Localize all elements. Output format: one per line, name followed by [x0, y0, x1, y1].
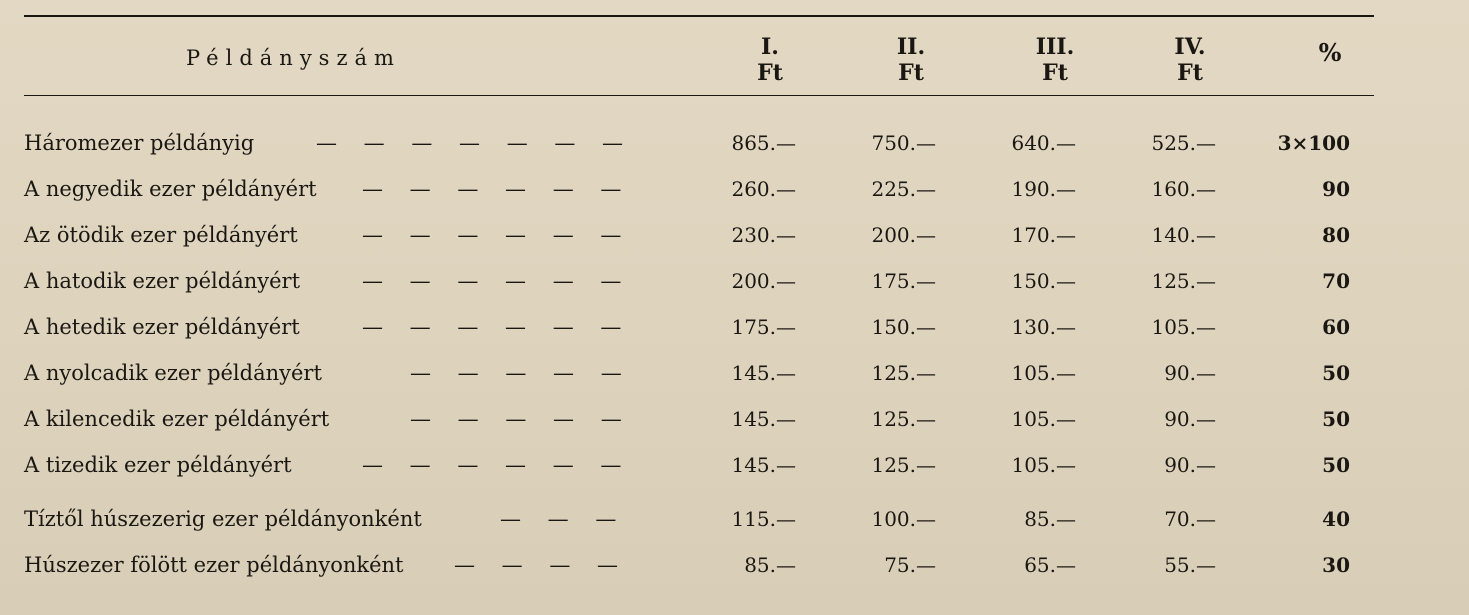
column-header-1-unit: Ft	[757, 60, 783, 86]
column-header-3-roman: III.	[1035, 34, 1075, 60]
column-header-2-roman: II.	[896, 34, 926, 60]
price-1: 145.—	[731, 407, 796, 431]
price-4: 55.—	[1164, 553, 1216, 577]
price-1: 115.—	[731, 507, 796, 531]
column-header-3	[1020, 34, 1090, 86]
price-3: 85.—	[1024, 507, 1076, 531]
column-header-1-roman: I.	[761, 34, 779, 60]
price-2: 100.—	[871, 507, 936, 531]
table-row	[0, 350, 1469, 396]
table-row	[0, 442, 1469, 488]
price-1: 865.—	[731, 131, 796, 155]
percent: 50	[1322, 361, 1350, 385]
percent: 30	[1322, 553, 1350, 577]
price-3: 130.—	[1011, 315, 1076, 339]
percent: 50	[1322, 407, 1350, 431]
table-row	[0, 258, 1469, 304]
table-row	[0, 120, 1469, 166]
header-title: Példányszám	[186, 46, 401, 70]
row-label: A hetedik ezer példányért	[24, 315, 300, 339]
price-4: 125.—	[1151, 269, 1216, 293]
price-2: 225.—	[871, 177, 936, 201]
price-4: 70.—	[1164, 507, 1216, 531]
price-2: 175.—	[871, 269, 936, 293]
table-row	[0, 396, 1469, 442]
row-leader: — — — — — — —	[316, 131, 634, 155]
row-leader: — — — — — —	[362, 223, 632, 247]
column-header-percent: %	[1318, 38, 1342, 67]
price-4: 105.—	[1151, 315, 1216, 339]
column-header-3-unit: Ft	[1042, 60, 1068, 86]
price-1: 145.—	[731, 453, 796, 477]
price-3: 105.—	[1011, 407, 1076, 431]
price-4: 140.—	[1151, 223, 1216, 247]
row-leader: — — — — — —	[362, 177, 632, 201]
row-label: A tizedik ezer példányért	[24, 453, 292, 477]
column-header-2	[876, 34, 946, 86]
price-3: 170.—	[1011, 223, 1076, 247]
table-row	[0, 166, 1469, 212]
column-header-4-roman: IV.	[1174, 34, 1206, 60]
price-4: 90.—	[1164, 453, 1216, 477]
price-4: 525.—	[1151, 131, 1216, 155]
price-4: 90.—	[1164, 361, 1216, 385]
table-row	[0, 496, 1469, 542]
price-2: 125.—	[871, 361, 936, 385]
price-1: 260.—	[731, 177, 796, 201]
price-3: 105.—	[1011, 361, 1076, 385]
price-2: 75.—	[884, 553, 936, 577]
price-3: 65.—	[1024, 553, 1076, 577]
percent: 3×100	[1277, 131, 1350, 155]
price-3: 190.—	[1011, 177, 1076, 201]
row-label: A kilencedik ezer példányért	[24, 407, 330, 431]
price-4: 160.—	[1151, 177, 1216, 201]
percent: 90	[1322, 177, 1350, 201]
percent: 70	[1322, 269, 1350, 293]
row-leader: — — — — —	[410, 361, 632, 385]
row-leader: — — — — — —	[362, 315, 632, 339]
price-1: 175.—	[731, 315, 796, 339]
price-4: 90.—	[1164, 407, 1216, 431]
column-header-2-unit: Ft	[898, 60, 924, 86]
price-3: 640.—	[1011, 131, 1076, 155]
row-leader: — — — — — —	[362, 269, 632, 293]
price-2: 200.—	[871, 223, 936, 247]
row-label: Húszezer fölött ezer példányonként	[24, 553, 404, 577]
row-leader: — — — — —	[410, 407, 632, 431]
price-2: 750.—	[871, 131, 936, 155]
price-1: 85.—	[744, 553, 796, 577]
column-header-4-unit: Ft	[1177, 60, 1203, 86]
price-2: 125.—	[871, 407, 936, 431]
price-1: 200.—	[731, 269, 796, 293]
table-row	[0, 304, 1469, 350]
price-3: 105.—	[1011, 453, 1076, 477]
header-rule	[24, 95, 1374, 96]
row-leader: — — — —	[454, 553, 629, 577]
column-header-1	[735, 34, 805, 86]
table-row	[0, 542, 1469, 588]
price-2: 150.—	[871, 315, 936, 339]
row-label: Tíztől húszezerig ezer példányonként	[24, 507, 422, 531]
percent: 50	[1322, 453, 1350, 477]
column-header-4	[1155, 34, 1225, 86]
row-label: Az ötödik ezer példányért	[24, 223, 298, 247]
row-leader: — — —	[500, 507, 627, 531]
price-3: 150.—	[1011, 269, 1076, 293]
row-label: A nyolcadik ezer példányért	[24, 361, 322, 385]
top-rule	[24, 15, 1374, 17]
row-label: A hatodik ezer példányért	[24, 269, 301, 293]
table-row	[0, 212, 1469, 258]
percent: 40	[1322, 507, 1350, 531]
row-leader: — — — — — —	[362, 453, 632, 477]
price-1: 230.—	[731, 223, 796, 247]
percent: 80	[1322, 223, 1350, 247]
row-label: A negyedik ezer példányért	[24, 177, 317, 201]
row-label: Háromezer példányig	[24, 131, 255, 155]
price-2: 125.—	[871, 453, 936, 477]
price-1: 145.—	[731, 361, 796, 385]
percent: 60	[1322, 315, 1350, 339]
